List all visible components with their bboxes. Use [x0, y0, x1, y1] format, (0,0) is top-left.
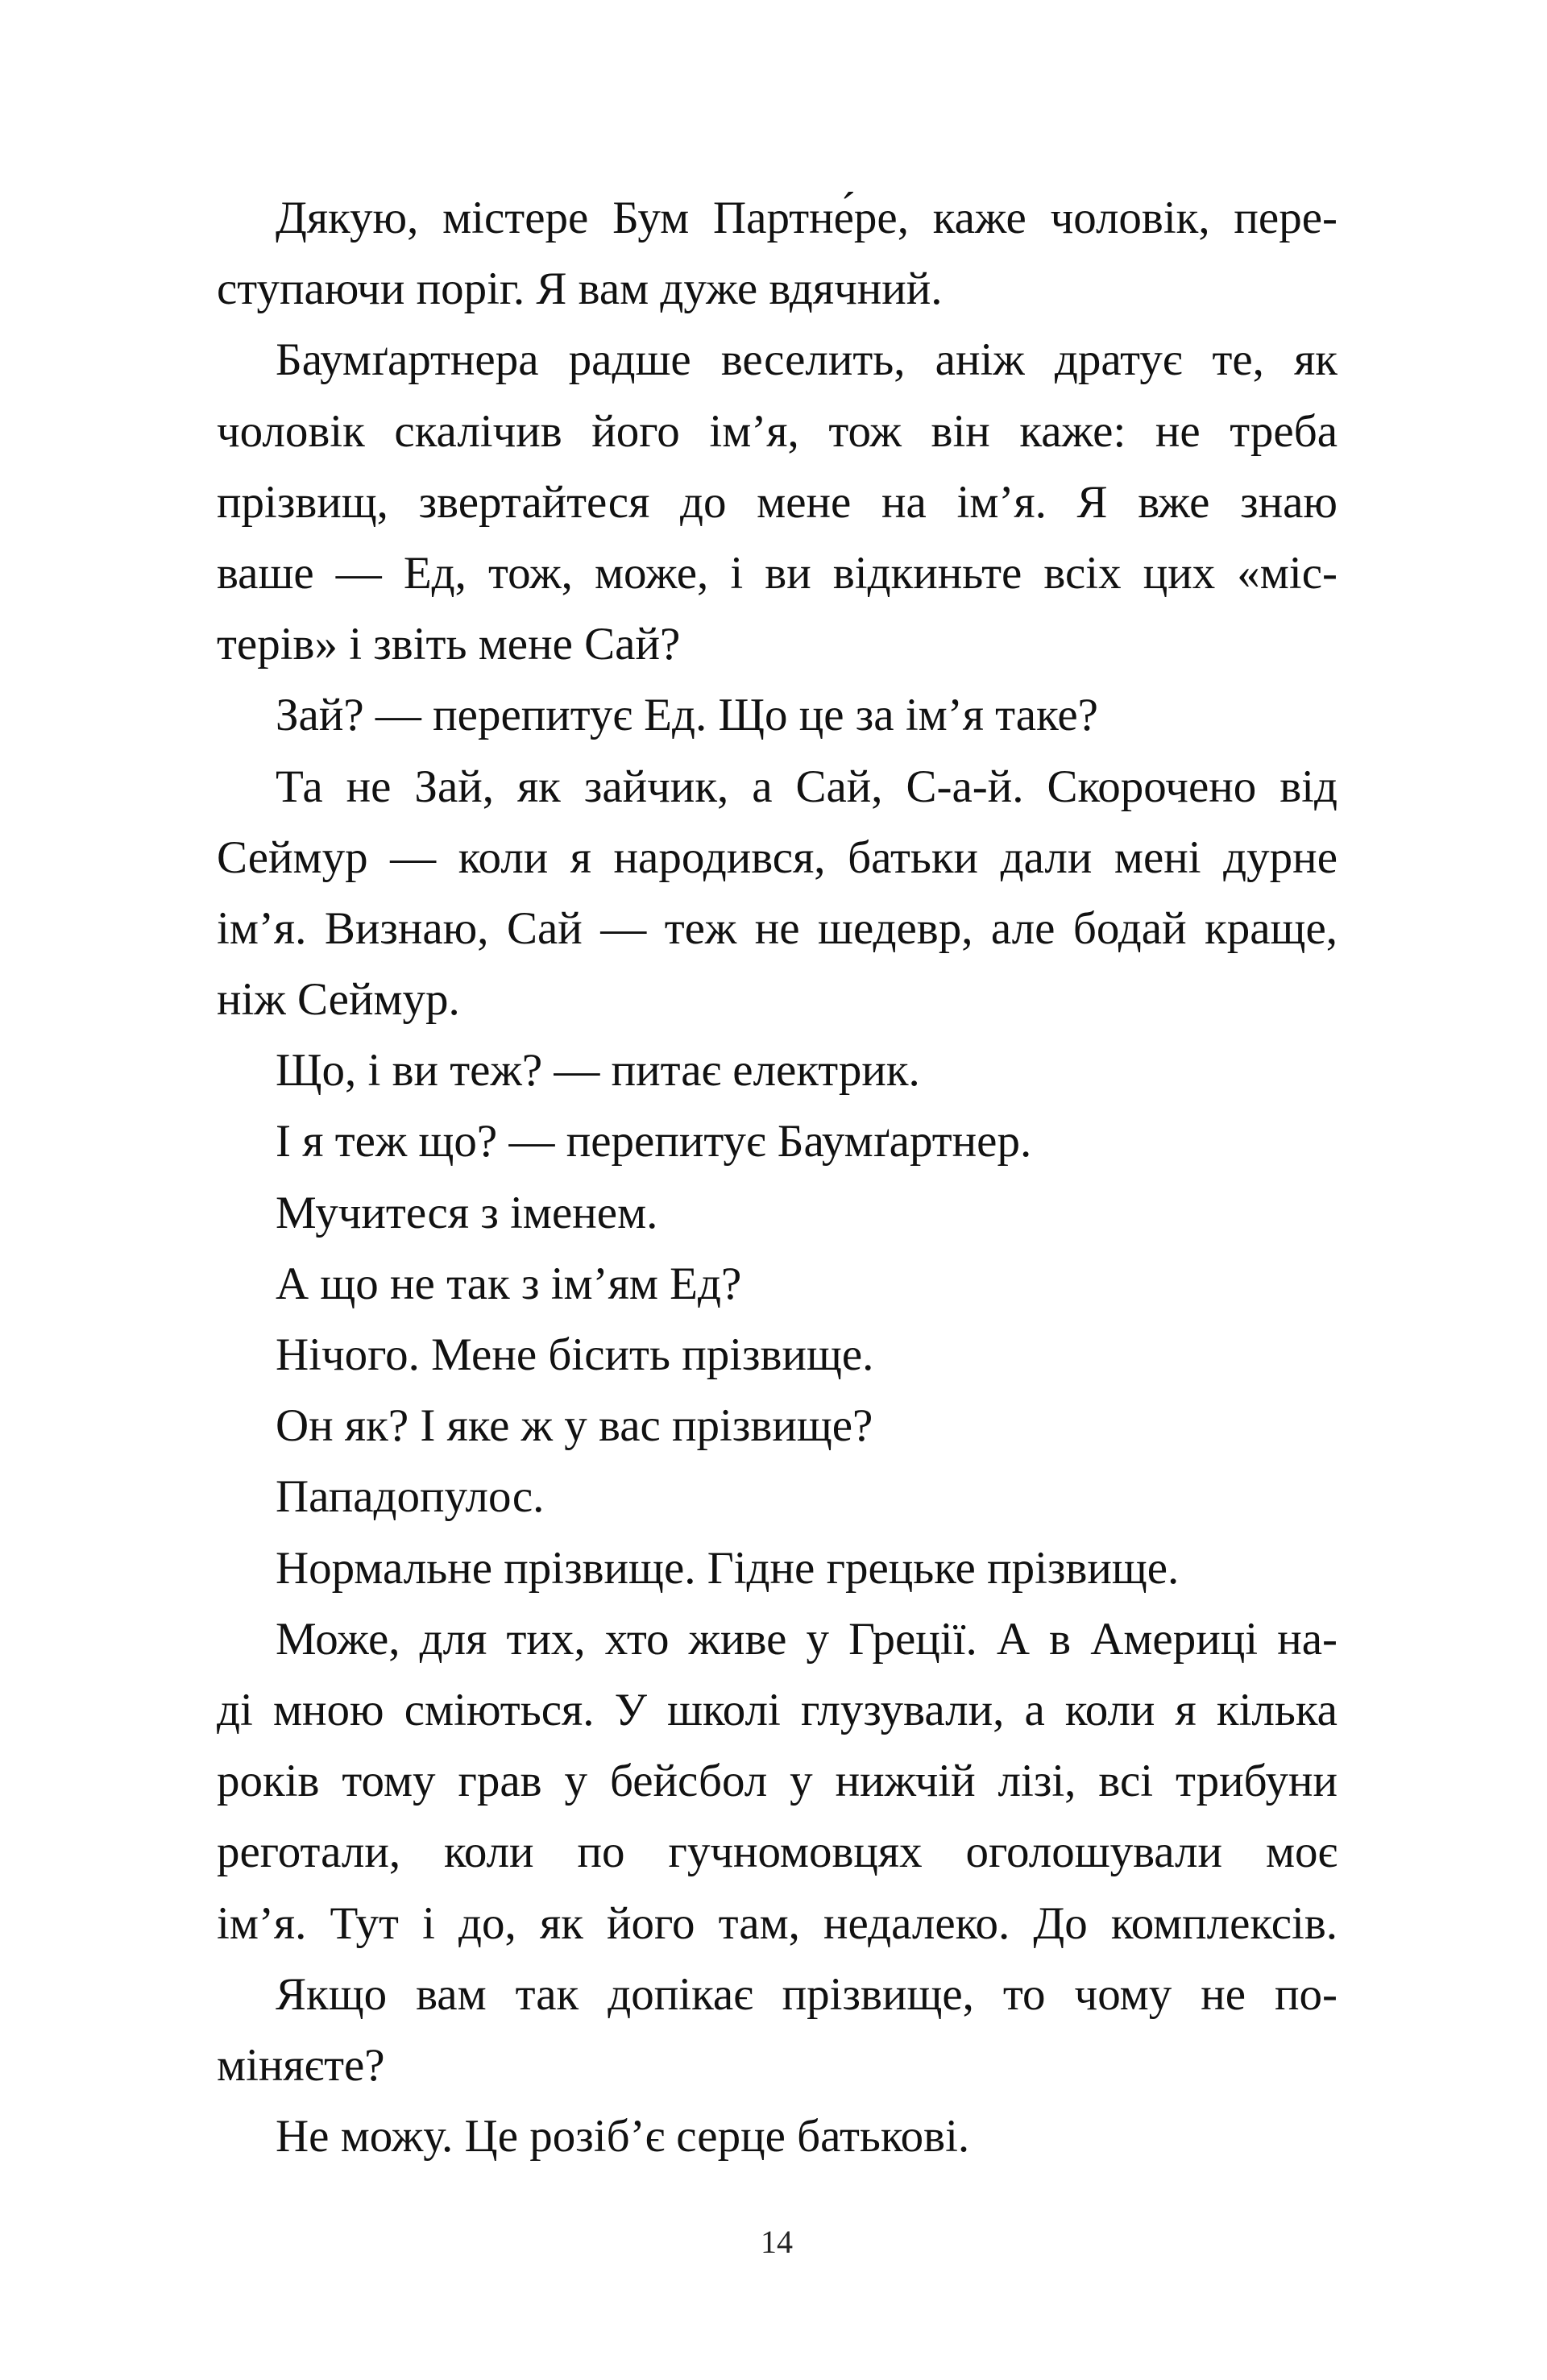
text-line: Зай? — перепитує Ед. Що це за ім’я таке?: [276, 690, 1098, 741]
text-line: Та не Зай, як зайчик, а Сай, С-а-й. Скорочено від: [276, 761, 1338, 812]
text-line: чоловік скалічив його ім’я, тож він каже: не треба: [217, 405, 1338, 457]
text-line: ступаючи поріг. Я вам дуже вдячний.: [217, 263, 943, 315]
text-line: Може, для тих, хто живе у Греції. А в Америці на-: [276, 1613, 1338, 1665]
text-line: Мучитеся з іменем.: [276, 1187, 658, 1238]
text-line: Нормальне прізвище. Гідне грецьке прізвище.: [276, 1542, 1180, 1594]
text-line: Пападопулос.: [276, 1471, 545, 1523]
text-line: міняєте?: [217, 2039, 385, 2091]
text-line: А що не так з ім’ям Ед?: [276, 1258, 742, 1309]
text-line: Дякую, містере Бум Партне́ре, каже чоловік, пере-: [276, 193, 1338, 243]
text-line: Нічого. Мене бісить прізвище.: [276, 1329, 874, 1380]
text-line: реготали, коли по гучномовцях оголошували моє: [217, 1826, 1338, 1878]
text-line: ім’я. Визнаю, Сай — теж не шедевр, але бодай краще,: [217, 902, 1338, 954]
text-line: Баумґартнера радше веселить, аніж дратує те, як: [276, 334, 1338, 386]
text-line: ді мною сміються. У школі глузували, а коли я кілька: [217, 1684, 1338, 1735]
text-line: ваше — Ед, тож, може, і ви відкиньте всіх цих «міс-: [217, 547, 1338, 599]
text-line: ім’я. Тут і до, як його там, недалеко. До комплексів.: [217, 1897, 1338, 1949]
text-line: ніж Сеймур.: [217, 974, 460, 1026]
page-body-text: [217, 183, 1338, 2172]
page-number: 14: [761, 2224, 793, 2260]
text-line: терів» і звіть мене Сай?: [217, 619, 681, 670]
text-line: Якщо вам так допікає прізвище, то чому не по-: [276, 1968, 1338, 2020]
text-line: прізвищ, звертайтеся до мене на ім’я. Я вже знаю: [217, 476, 1338, 528]
text-line: Що, і ви теж? — питає електрик.: [276, 1045, 920, 1097]
text-line: Сеймур — коли я народився, батьки дали мені дурне: [217, 831, 1338, 883]
text-line: І я теж що? — перепитує Баумґартнер.: [276, 1116, 1032, 1167]
text-line: Он як? І яке ж у вас прізвище?: [276, 1400, 873, 1452]
text-line: років тому грав у бейсбол у нижчій лізі, всі трибуни: [217, 1756, 1338, 1807]
text-line: Не можу. Це розіб’є серце батькові.: [276, 2111, 970, 2162]
